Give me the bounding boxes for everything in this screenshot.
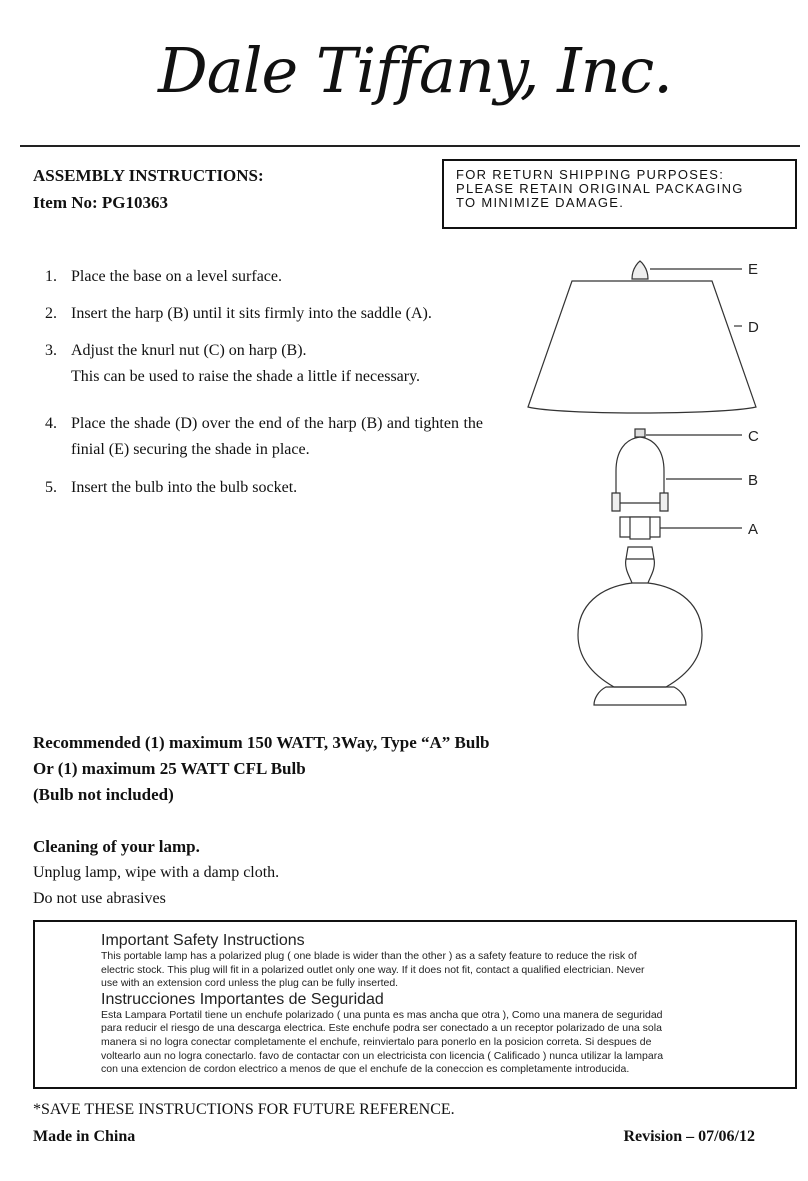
bulb-recommendation [33,730,490,808]
cleaning-line: Do not use abrasives [33,890,166,907]
safety-line: voltearlo aun no logra conectarlo. favo de contactar con un electricista con licencia ( Calificado ) nunca utilizar la lampara [101,1049,664,1062]
safety-line: This portable lamp has a polarized plug ( one blade is wider than the other ) as a safety feature to reduce the risk of [101,950,637,962]
step-text: Insert the bulb into the bulb socket. [71,479,298,496]
harp-illustration [616,437,664,493]
safety-line: electric stock. This plug will fit in a polarized outlet only one way. If it does not fit, contact a qualified electrician. Never [101,963,645,976]
step-text: Insert the harp (B) until it sits firmly into the saddle (A). [71,305,432,322]
notice-line: TO MINIMIZE DAMAGE. [456,195,625,210]
step-text: Adjust the knurl nut (C) on harp (B). [71,342,307,359]
safety-line: para reducir el riesgo de una descarga electrica. Este enchufe podra ser conectado a un receptor polarizado de una sola [101,1022,662,1035]
cleaning-title: Cleaning of your lamp. [33,837,200,856]
safety-instructions-box [33,920,797,1089]
step-number: 2. [45,305,57,322]
lamp-neck-illustration [626,547,654,559]
step-item [33,301,483,327]
bulb-line: (Bulb not included) [33,785,174,804]
header-divider [20,145,800,147]
callout-label-shade: D [748,319,759,336]
step-item [33,264,483,290]
notice-line: FOR RETURN SHIPPING PURPOSES: [456,167,725,182]
lamp-assembly-diagram [520,255,790,725]
step-item [33,338,483,390]
step-text-continued: This can be used to raise the shade a little if necessary. [71,368,421,385]
step-number: 3. [45,342,57,359]
step-item [33,411,483,463]
assembly-steps [33,264,483,501]
lamp-body-illustration [578,583,702,687]
return-shipping-notice [442,159,797,229]
notice-line: PLEASE RETAIN ORIGINAL PACKAGING [456,181,744,196]
cleaning-section [33,834,279,912]
step-item [33,475,483,501]
safety-line: Esta Lampara Portatil tiene un enchufe polarizado ( una punta es mas ancha que otra ), Como una manera de seguridad [101,1008,663,1021]
shade-illustration [528,281,756,413]
bulb-line: Recommended (1) maximum 150 WATT, 3Way, Type “A” Bulb [33,733,490,752]
made-in-label: Made in China [33,1128,136,1145]
knurl-nut-illustration [635,429,645,437]
document-header [33,162,264,216]
company-logo [158,24,672,120]
step-text: Place the base on a level surface. [71,268,283,285]
callout-label-finial: E [748,261,759,278]
safety-title-english: Important Safety Instructions [101,932,305,949]
lamp-base-illustration [594,687,686,705]
cleaning-line: Unplug lamp, wipe with a damp cloth. [33,864,280,881]
safety-line: manera si no logra conectar completamente el enchufe, reinviertalo para ponerlo en la posicion correta. Si despues de [101,1035,652,1048]
step-number: 4. [45,415,57,432]
callout-label-saddle: A [748,521,759,538]
safety-title-spanish: Instrucciones Importantes de Seguridad [101,990,384,1008]
step-number: 1. [45,268,57,285]
safety-line: use with an extension cord unless the plug can be fully inserted. [101,977,399,990]
company-logo-text: Dale Tiffany, Inc. [158,34,672,107]
callout-label-knurl-nut: C [748,428,759,445]
finial-illustration [632,261,648,279]
item-number: Item No: PG10363 [33,193,169,212]
step-number: 5. [45,479,57,496]
save-instructions-note: *SAVE THESE INSTRUCTIONS FOR FUTURE REFERENCE. [33,1101,455,1118]
bulb-line: Or (1) maximum 25 WATT CFL Bulb [33,759,306,778]
callout-label-harp: B [748,472,759,489]
safety-line: con una extencion de cordon electrico a menos de que el enchufe de la coneccion es completamente introducida. [101,1063,630,1076]
step-text: Place the shade (D) over the end of the harp (B) and tighten the finial (E) securing the shade in place. [71,415,483,458]
revision-label: Revision – 07/06/12 [623,1128,755,1145]
page-title: ASSEMBLY INSTRUCTIONS: [33,166,264,185]
